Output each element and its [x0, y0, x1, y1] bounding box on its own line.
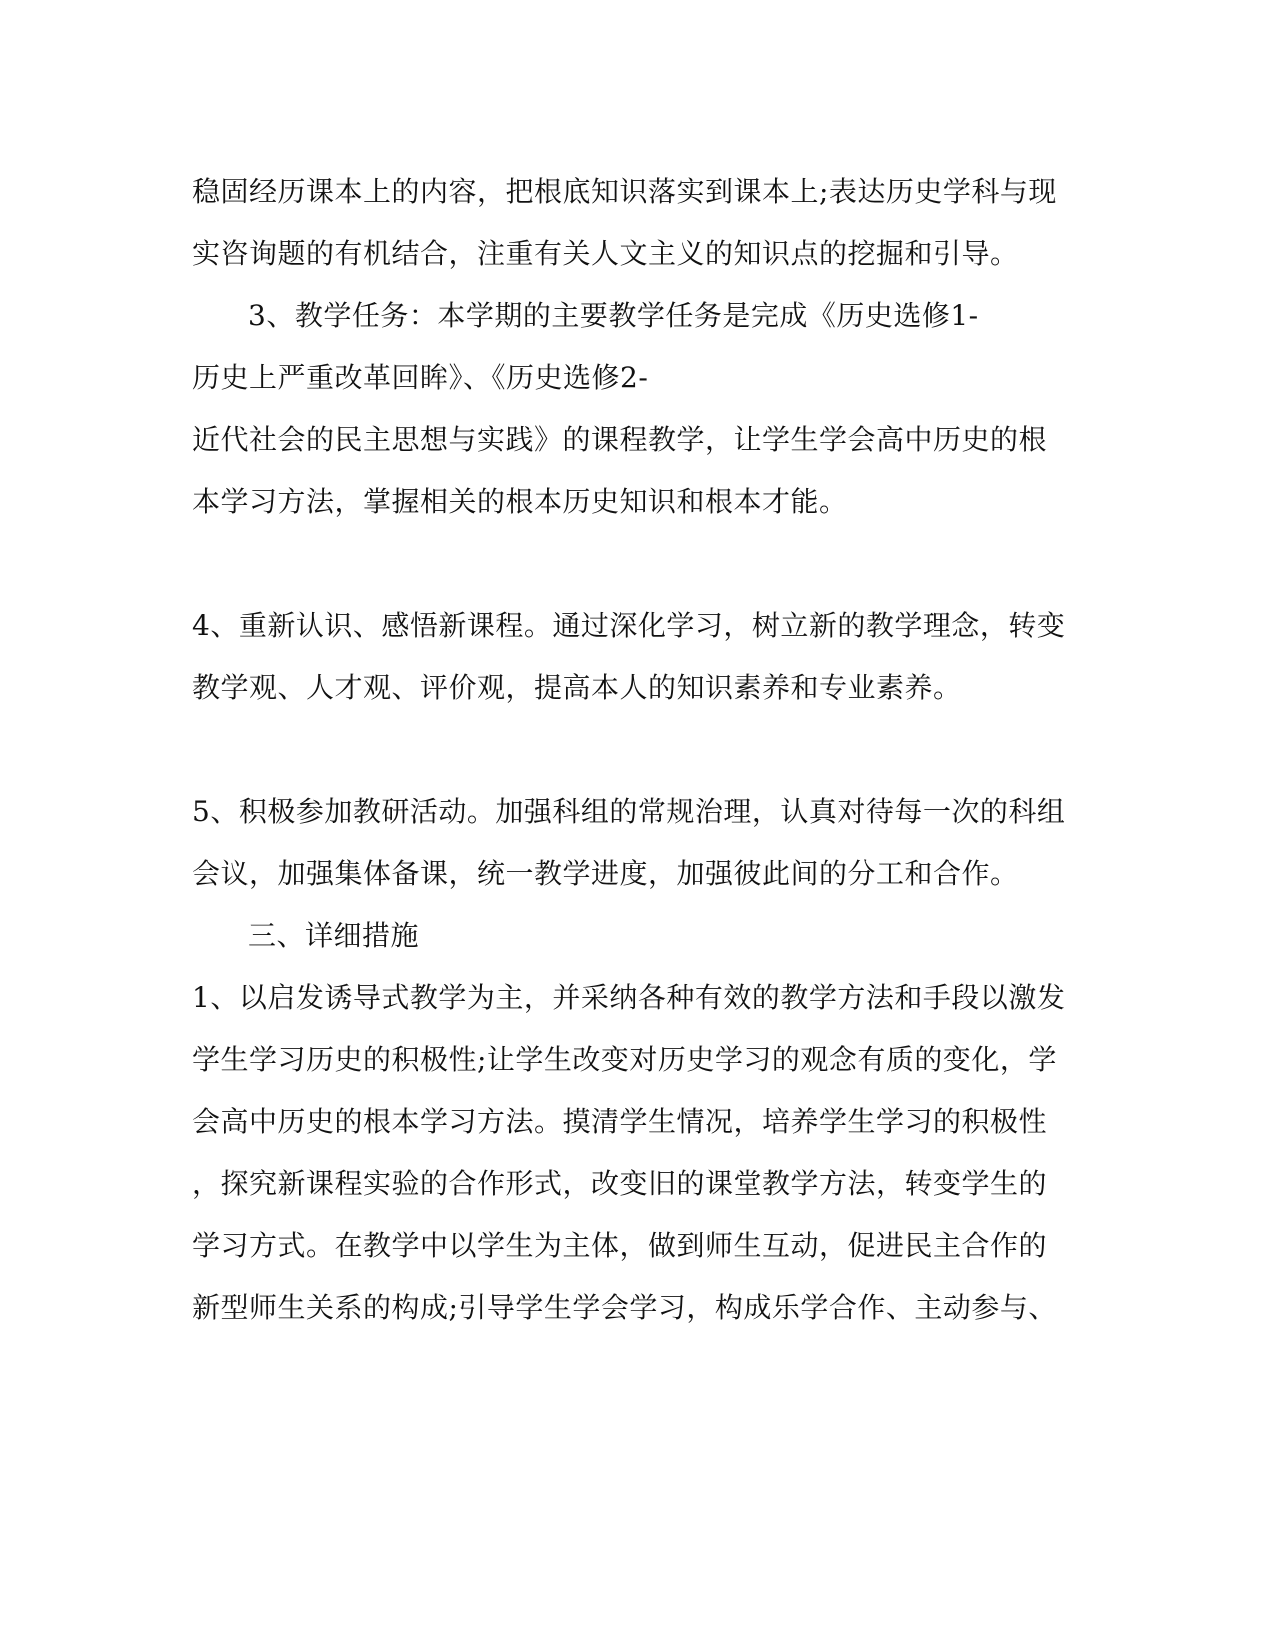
text-line: 本学习方法，掌握相关的根本历史知识和根本才能。 — [192, 485, 848, 518]
text-line: 会高中历史的根本学习方法。摸清学生情况，培养学生学习的积极性 — [192, 1105, 1048, 1138]
text-line: 3、教学任务：本学期的主要教学任务是完成《历史选修1- — [248, 299, 979, 332]
text-line: 新型师生关系的构成;引导学生学会学习，构成乐学合作、主动参与、 — [192, 1291, 1057, 1324]
text-line: ，探究新课程实验的合作形式，改变旧的课堂教学方法，转变学生的 — [192, 1167, 1048, 1200]
text-line: 实咨询题的有机结合，注重有关人文主义的知识点的挖掘和引导。 — [192, 237, 1019, 270]
text-line: 稳固经历课本上的内容，把根底知识落实到课本上;表达历史学科与现 — [192, 175, 1057, 208]
text-line: 4、重新认识、感悟新课程。通过深化学习，树立新的教学理念，转变 — [192, 609, 1066, 642]
section-heading: 三、详细措施 — [248, 919, 420, 952]
text-line: 教学观、人才观、评价观，提高本人的知识素养和专业素养。 — [192, 671, 962, 704]
text-line: 1、以启发诱导式教学为主，并采纳各种有效的教学方法和手段以激发 — [192, 981, 1066, 1014]
text-line: 历史上严重改革回眸》、《历史选修2- — [192, 361, 649, 394]
text-line: 会议，加强集体备课，统一教学进度，加强彼此间的分工和合作。 — [192, 857, 1019, 890]
text-line: 学生学习历史的积极性;让学生改变对历史学习的观念有质的变化，学 — [192, 1043, 1057, 1076]
text-line: 5、积极参加教研活动。加强科组的常规治理，认真对待每一次的科组 — [192, 795, 1066, 828]
text-line: 学习方式。在教学中以学生为主体，做到师生互动，促进民主合作的 — [192, 1229, 1048, 1262]
text-line: 近代社会的民主思想与实践》的课程教学，让学生学会高中历史的根 — [192, 423, 1048, 456]
